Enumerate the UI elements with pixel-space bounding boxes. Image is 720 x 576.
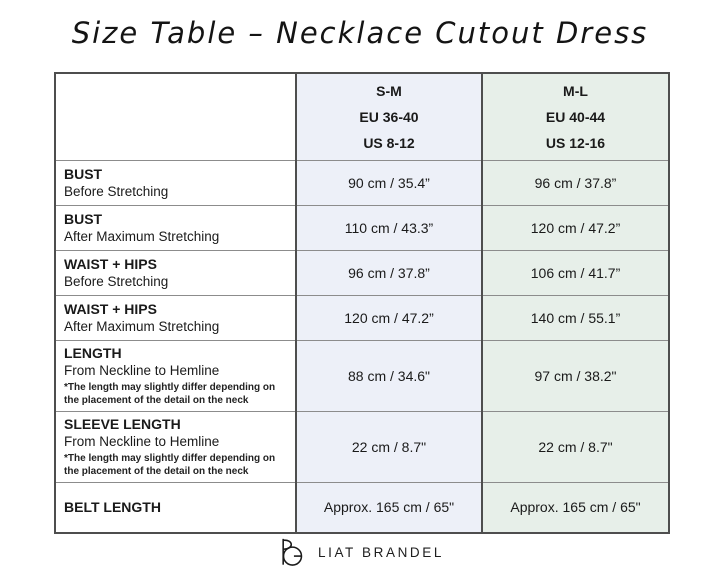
cell-value-ml: 106 cm / 41.7”	[482, 251, 669, 296]
row-header-cell	[55, 296, 296, 341]
cell-value-ml: 96 cm / 37.8”	[482, 161, 669, 206]
cell-value-sm: 110 cm / 43.3”	[296, 206, 482, 251]
row-sublabel: After Maximum Stretching	[64, 229, 220, 244]
cell-value-sm: Approx. 165 cm / 65"	[296, 483, 482, 533]
row-label: BUST	[64, 211, 103, 227]
cell-value-sm: 90 cm / 35.4”	[296, 161, 482, 206]
row-label: BELT LENGTH	[64, 498, 161, 515]
row-sublabel: From Neckline to Hemline	[64, 434, 220, 449]
row-header-cell	[55, 341, 296, 412]
row-label: LENGTH	[64, 345, 122, 361]
row-label: SLEEVE LENGTH	[64, 416, 181, 432]
row-header-cell	[55, 206, 296, 251]
cell-value-ml: 97 cm / 38.2"	[482, 341, 669, 412]
column-header-sm	[296, 73, 482, 161]
cell-value-sm: 88 cm / 34.6"	[296, 341, 482, 412]
us-size-label: US 12-16	[545, 135, 606, 151]
header-empty-cell	[55, 73, 296, 161]
size-table	[54, 72, 670, 534]
row-sublabel: Before Stretching	[64, 184, 169, 199]
us-size-label: US 8-12	[363, 135, 415, 151]
cell-value-sm: 22 cm / 8.7"	[296, 412, 482, 483]
eu-size-label: EU 36-40	[359, 109, 419, 125]
cell-value-ml: 140 cm / 55.1”	[482, 296, 669, 341]
table-row-sleeve-length	[55, 412, 669, 483]
row-footnote: *The length may slightly differ depending on the placement of the detail on the neck	[64, 382, 276, 406]
table-row-bust-before	[55, 161, 669, 206]
cell-value-sm: 96 cm / 37.8”	[296, 251, 482, 296]
column-header-ml	[482, 73, 669, 161]
lb-monogram-icon	[276, 537, 309, 568]
brand-name: LIAT BRANDEL	[318, 544, 444, 561]
table-row-length	[55, 341, 669, 412]
row-label: BUST	[64, 166, 103, 182]
cell-value-sm: 120 cm / 47.2”	[296, 296, 482, 341]
row-header-cell	[55, 251, 296, 296]
row-footnote: *The length may slightly differ depending on the placement of the detail on the neck	[64, 453, 276, 477]
brand-footer	[0, 537, 720, 568]
row-sublabel: From Neckline to Hemline	[64, 363, 220, 378]
row-header-cell	[55, 483, 296, 533]
row-label: WAIST + HIPS	[64, 256, 157, 272]
header-row	[55, 73, 669, 161]
eu-size-label: EU 40-44	[545, 109, 606, 125]
row-header-cell	[55, 412, 296, 483]
row-sublabel: After Maximum Stretching	[64, 319, 220, 334]
cell-value-ml: 120 cm / 47.2”	[482, 206, 669, 251]
table-row-bust-after	[55, 206, 669, 251]
row-sublabel: Before Stretching	[64, 274, 169, 289]
page-title: Size Table – Necklace Cutout Dress	[71, 16, 649, 50]
table-row-waist-after	[55, 296, 669, 341]
table-row-belt-length	[55, 483, 669, 533]
row-label: WAIST + HIPS	[64, 301, 157, 317]
size-label: M-L	[563, 83, 588, 99]
size-label: S-M	[376, 83, 402, 99]
table-row-waist-before	[55, 251, 669, 296]
cell-value-ml: 22 cm / 8.7"	[482, 412, 669, 483]
row-header-cell	[55, 161, 296, 206]
cell-value-ml: Approx. 165 cm / 65"	[482, 483, 669, 533]
